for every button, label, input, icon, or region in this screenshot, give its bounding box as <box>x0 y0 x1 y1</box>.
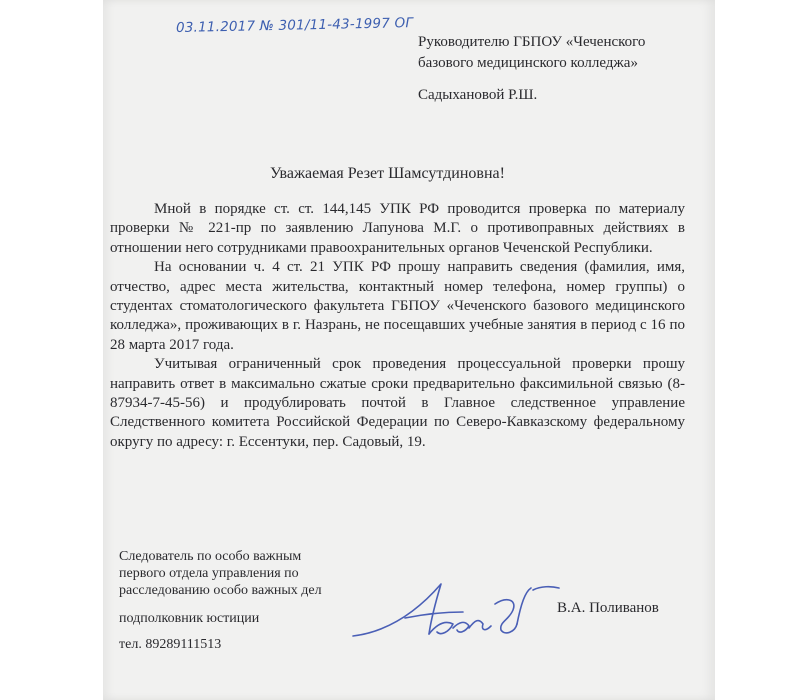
signer-rank: подполковник юстиции <box>119 611 260 626</box>
signer-phone: тел. 89289111513 <box>119 637 222 652</box>
signer-position-line-3: расследованию особо важных дел <box>119 583 322 598</box>
addressee-line-2: базового медицинского колледжа» <box>418 55 638 71</box>
addressee-line-1: Руководителю ГБПОУ «Чеченского <box>418 34 646 50</box>
body-paragraph: На основании ч. 4 ст. 21 УПК РФ прошу направить сведения (фамилия, имя, отчество, адрес места жительства, контактный номер телефона, номер группы) о студентах стоматологического факультета ГБПОУ «Чеченского базового медицинского колледжа», проживающих в г. Назрань, не посещавших учебные занятия в период с 16 по 28 марта 2017 года. <box>110 259 685 353</box>
signer-position-line-2: первого отдела управления по <box>119 566 299 581</box>
signer-name: В.А. Поливанов <box>557 600 659 616</box>
signer-position-line-1: Следователь по особо важным <box>119 549 302 564</box>
addressee-name: Садыхановой Р.Ш. <box>418 87 538 103</box>
letter-body <box>110 200 685 452</box>
salutation: Уважаемая Резет Шамсутдиновна! <box>270 165 505 182</box>
handwritten-signature <box>345 574 585 654</box>
body-paragraph: Мной в порядке ст. ст. 144,145 УПК РФ проводится проверка по материалу проверки № 221-пр по заявлению Лапунова М.Г. о противоправных действиях в отношении него сотрудниками правоохранительных органов Чеченской Республики. <box>110 201 685 256</box>
body-paragraph: Учитывая ограниченный срок проведения процессуальной проверки прошу направить ответ в максимально сжатые сроки предварительно факсимильной связью (8-87934-7-45-56) и продублировать почтой в Главное следственное управление Следственного комитета Российской Федерации по Северо-Кавказскому федеральному округу по адресу: г. Ессентуки, пер. Садовый, 19. <box>110 356 685 450</box>
registration-stamp: 03.11.2017 № 301/11-43-1997 ОГ <box>175 15 414 36</box>
